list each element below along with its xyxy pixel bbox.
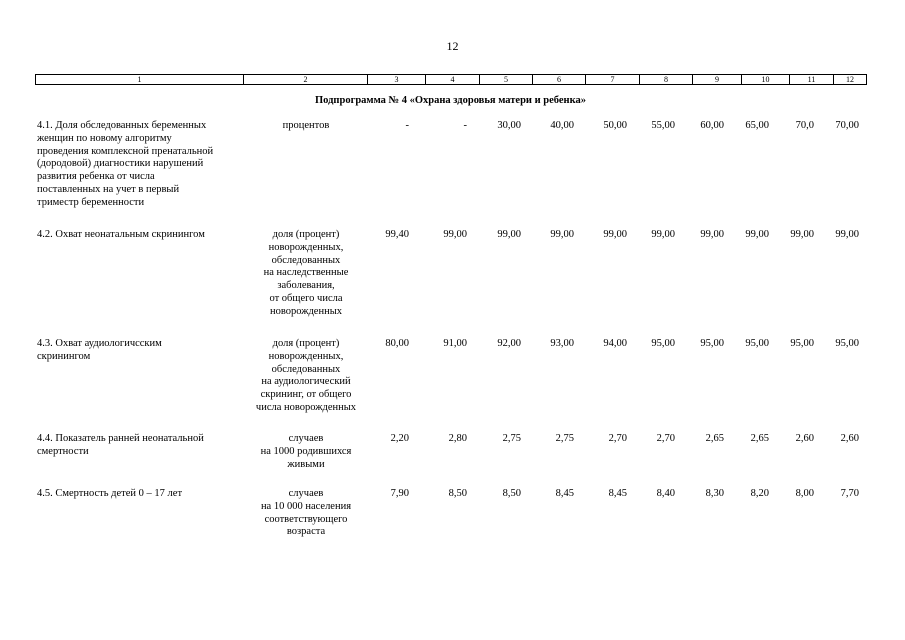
indicator-value-8: 2,70 xyxy=(656,433,675,444)
indicator-unit-line: живыми xyxy=(287,458,325,470)
indicator-value-12: 7,70 xyxy=(840,488,859,499)
indicator-unit-line: доля (процент) xyxy=(272,229,340,240)
indicator-value-4: 8,50 xyxy=(448,488,467,499)
indicator-unit-line: доля (процент) xyxy=(272,338,340,349)
indicator-value-10: 99,00 xyxy=(745,229,769,240)
indicator-value-5: 2,75 xyxy=(502,433,521,444)
indicator-name-line: 4.1. Доля обследованных беременных xyxy=(37,120,207,131)
indicator-name-line: проведения комплексной пренатальной xyxy=(37,145,214,157)
indicator-name xyxy=(37,488,247,501)
indicator-unit-line: на 10 000 населения xyxy=(260,500,352,512)
indicator-unit xyxy=(245,433,367,471)
indicator-value-7: 94,00 xyxy=(603,338,627,349)
indicator-value-12: 99,00 xyxy=(835,229,859,240)
indicator-value-5: 8,50 xyxy=(502,488,521,499)
indicator-name-line: 4.2. Охват неонатальным скринингом xyxy=(37,229,205,240)
indicator-value-6: 99,00 xyxy=(550,229,574,240)
indicator-name-line: (дородовой) диагностики нарушений xyxy=(37,158,204,170)
section-title: Подпрограмма № 4 «Охрана здоровья матери и ребенка» xyxy=(315,95,586,106)
indicator-value-12: 95,00 xyxy=(835,338,859,349)
indicator-value-3: 99,40 xyxy=(385,229,409,240)
indicator-value-7: 2,70 xyxy=(608,433,627,444)
indicator-unit-line: числа новорожденных xyxy=(255,401,357,413)
indicator-unit-line: процентов xyxy=(282,120,330,131)
indicator-value-6: 2,75 xyxy=(555,433,574,444)
indicator-unit-line: новорожденных, xyxy=(268,350,344,362)
indicator-value-9: 60,00 xyxy=(700,120,724,131)
indicator-unit-line: обследованных xyxy=(271,363,341,375)
indicator-name-line: развития ребенка от числа xyxy=(37,171,155,183)
indicator-name-line: 4.3. Охват аудиологичсским xyxy=(37,338,162,349)
indicator-unit-line: новорожденных xyxy=(269,305,343,317)
indicator-value-4: - xyxy=(463,120,467,131)
column-number-cell: 11 xyxy=(790,75,834,85)
indicator-value-12: 70,00 xyxy=(835,120,859,131)
indicator-value-11: 95,00 xyxy=(790,338,814,349)
indicator-unit-line: случаев xyxy=(288,433,324,444)
indicator-value-10: 2,65 xyxy=(750,433,769,444)
indicator-name xyxy=(37,338,247,364)
column-number-cell: 9 xyxy=(693,75,742,85)
indicator-value-11: 8,00 xyxy=(795,488,814,499)
indicator-value-8: 95,00 xyxy=(651,338,675,349)
indicator-unit xyxy=(245,488,367,539)
indicator-value-7: 8,45 xyxy=(608,488,627,499)
column-number-header xyxy=(35,74,867,85)
indicator-value-6: 40,00 xyxy=(550,120,574,131)
indicator-value-8: 55,00 xyxy=(651,120,675,131)
column-number-cell: 1 xyxy=(36,75,244,85)
column-number-cell: 3 xyxy=(368,75,426,85)
indicator-name xyxy=(37,433,247,459)
indicator-value-3: 7,90 xyxy=(390,488,409,499)
column-number-cell: 6 xyxy=(533,75,586,85)
indicator-value-7: 50,00 xyxy=(603,120,627,131)
indicator-value-4: 91,00 xyxy=(443,338,467,349)
indicator-value-6: 8,45 xyxy=(555,488,574,499)
indicator-value-3: - xyxy=(405,120,409,131)
indicator-unit-line: на наследственные xyxy=(263,267,349,279)
indicator-unit xyxy=(245,338,367,415)
indicator-value-7: 99,00 xyxy=(603,229,627,240)
indicator-unit-line: заболевания, xyxy=(277,280,335,292)
indicator-name-line: поставленных на учет в первый xyxy=(37,183,180,195)
page-number: 12 xyxy=(446,39,459,53)
indicator-unit xyxy=(245,120,367,133)
column-number-cell: 5 xyxy=(480,75,533,85)
indicator-value-10: 95,00 xyxy=(745,338,769,349)
indicator-name-line: триместр беременности xyxy=(37,196,145,208)
indicator-value-10: 65,00 xyxy=(745,120,769,131)
indicator-value-11: 70,0 xyxy=(795,120,814,131)
column-number-cell: 12 xyxy=(834,75,867,85)
indicator-value-9: 95,00 xyxy=(700,338,724,349)
column-number-cell: 2 xyxy=(244,75,368,85)
indicator-value-12: 2,60 xyxy=(840,433,859,444)
indicator-unit xyxy=(245,229,367,319)
indicator-value-5: 92,00 xyxy=(497,338,521,349)
indicator-value-8: 8,40 xyxy=(656,488,675,499)
column-number-cell: 10 xyxy=(742,75,790,85)
indicator-value-6: 93,00 xyxy=(550,338,574,349)
indicator-value-3: 80,00 xyxy=(385,338,409,349)
indicator-value-9: 8,30 xyxy=(705,488,724,499)
indicator-value-5: 30,00 xyxy=(497,120,521,131)
indicator-value-10: 8,20 xyxy=(750,488,769,499)
indicator-unit-line: возраста xyxy=(286,526,326,538)
indicator-name-line: смертности xyxy=(37,445,89,457)
column-number-cell: 7 xyxy=(586,75,640,85)
indicator-name-line: 4.5. Смертность детей 0 – 17 лет xyxy=(37,488,183,499)
indicator-unit-line: обследованных xyxy=(271,254,341,266)
indicator-value-9: 2,65 xyxy=(705,433,724,444)
indicator-unit-line: новорожденных, xyxy=(268,241,344,253)
indicator-unit-line: скрининг, от общего xyxy=(260,389,352,401)
indicator-name-line: женщин по новому алгоритму xyxy=(37,132,172,144)
column-number-cell: 8 xyxy=(640,75,693,85)
indicator-value-8: 99,00 xyxy=(651,229,675,240)
indicator-unit-line: от общего числа xyxy=(269,292,343,304)
column-number-cell: 4 xyxy=(426,75,480,85)
indicator-name xyxy=(37,120,247,210)
indicator-value-5: 99,00 xyxy=(497,229,521,240)
indicator-value-11: 99,00 xyxy=(790,229,814,240)
indicator-name xyxy=(37,229,247,242)
indicator-name-line: 4.4. Показатель ранней неонатальной xyxy=(37,433,204,444)
indicator-value-9: 99,00 xyxy=(700,229,724,240)
indicator-unit-line: на 1000 родившихся xyxy=(260,445,352,457)
indicator-value-11: 2,60 xyxy=(795,433,814,444)
indicator-unit-line: соответствующего xyxy=(264,513,348,525)
indicator-unit-line: на аудиологический xyxy=(261,376,351,388)
indicator-name-line: скринингом xyxy=(37,350,91,362)
indicator-value-3: 2,20 xyxy=(390,433,409,444)
indicator-value-4: 2,80 xyxy=(448,433,467,444)
indicator-unit-line: случаев xyxy=(288,488,324,499)
indicator-value-4: 99,00 xyxy=(443,229,467,240)
